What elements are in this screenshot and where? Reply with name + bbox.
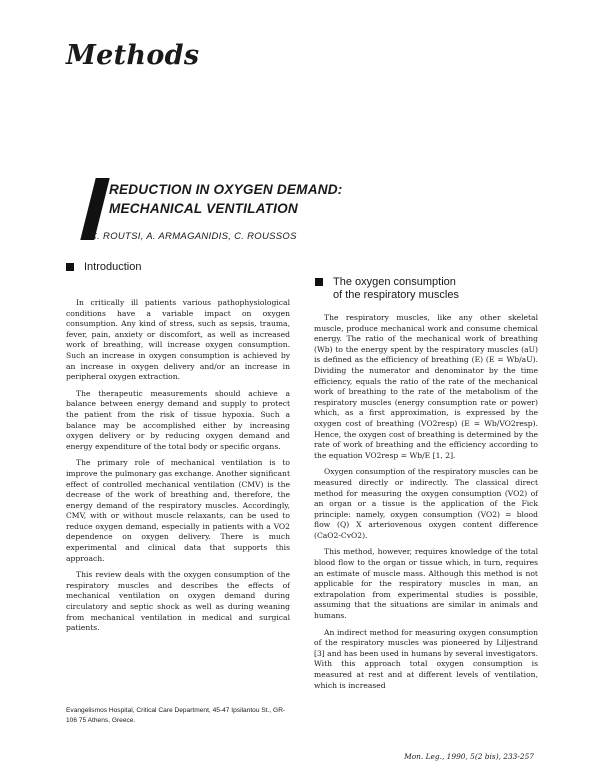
- right-column-body: [314, 313, 538, 697]
- affiliation-footnote: Evangelismos Hospital, Critical Care Department, 45-47 Ipsilantou St., GR-106 75 Athens, Greece.: [66, 707, 286, 724]
- left-column-body: [66, 298, 290, 640]
- paragraph: An indirect method for measuring oxygen consumption of the respiratory muscles was pioneered by Liljestrand [3] and has been used in humans by several investigators. With this approach total oxygen consumption is measured at rest and at different levels of ventilation, which is increased: [314, 627, 538, 690]
- authors: C. ROUTSI, A. ARMAGANIDIS, C. ROUSSOS: [90, 231, 297, 242]
- paragraph: This method, however, requires knowledge of the total blood flow to the organ or tissue which, in turn, requires an estimate of muscle mass. Although this method is not applicable for the respiratory muscles in man, an extrapolation from experimental studies is possible, assuming that the situations are similar in animals and humans.: [314, 547, 538, 621]
- introduction-heading: [66, 261, 296, 274]
- journal-citation: Mon. Leg., 1990, 5(2 bis), 233-257: [404, 752, 534, 761]
- title-line-2: MECHANICAL VENTILATION: [109, 201, 298, 216]
- paragraph: Oxygen consumption of the respiratory muscles can be measured directly or indirectly. The classical direct method for measuring the oxygen consumption (VO2) of an organ or a tissue is the application of the Fick principle: namely, oxygen consumption (VO2) = blood flow (Q) X arteriovenous oxygen content difference (CaO2-CvO2).: [314, 467, 538, 540]
- introduction-heading-text: Introduction: [84, 261, 142, 273]
- paragraph: In critically ill patients various pathophysiological conditions have a variable impact on oxygen consumption. Any kind of stress, such as sepsis, trauma, fever, pain, anxiety or discomfort, as well as increased work of breathing, will increase oxygen consumption. Such an increase in oxygen consumption is achieved by an increase in oxygen delivery and/or an increase in peripheral oxygen extraction.: [66, 298, 290, 382]
- oxygen-consumption-heading: [315, 276, 545, 302]
- title-line-1: REDUCTION IN OXYGEN DEMAND:: [109, 182, 343, 197]
- paragraph: The primary role of mechanical ventilation is to improve the pulmonary gas exchange. Another significant effect of controlled mechanical ventilation (CMV) is the decrease of the work of breathing and, therefore, the energy demand of the respiratory muscles. Accordingly, CMV, with or without muscle relaxants, can be used to reduce oxygen demand, especially in patients with a VO2 dependence on oxygen delivery. There is much experimental and clinical data that supports this approach.: [66, 458, 290, 563]
- paragraph: The respiratory muscles, like any other skeletal muscle, produce mechanical work and consume chemical energy. The ratio of the mechanical work of breathing (Wb) to the energy spent by the respiratory muscles (aU) is defined as the efficiency of breathing (E) (E = Wb/aU). Dividing the numerator and denominator by the time efficiency, equals the ratio of the rate of the mechanical work of breathing to the rate of the metabolism of the respiratory muscles (energy consumption rate or power) which, as a first approximation, is expressed by the oxygen cost of breathing (VO2resp) (E = Wb/VO2resp). Hence, the oxygen cost of breathing is determined by the rate of work of breathing and the efficiency according to the equation VO2resp = Wb/E [1, 2].: [314, 313, 538, 460]
- article-title: [109, 180, 342, 218]
- paragraph: The therapeutic measurements should achieve a balance between energy demand and supply to protect the patient from the risk of tissue hypoxia. Such a balance may be accomplished either by increasing oxygen delivery or by reducing oxygen demand and energy expenditure of the total body or specific organs.: [66, 388, 290, 451]
- bullet-square-icon: [315, 278, 323, 286]
- paragraph: This review deals with the oxygen consumption of the respiratory muscles and describes the effects of mechanical ventilation on oxygen demand during circulatory and septic shock as well as during weaning from mechanical ventilation in medical and surgical patients.: [66, 570, 290, 633]
- oxygen-consumption-heading-line-2: of the respiratory muscles: [333, 289, 459, 301]
- oxygen-consumption-heading-line-1: The oxygen consumption: [333, 276, 456, 288]
- bullet-square-icon: [66, 263, 74, 271]
- section-label: Methods: [66, 40, 200, 71]
